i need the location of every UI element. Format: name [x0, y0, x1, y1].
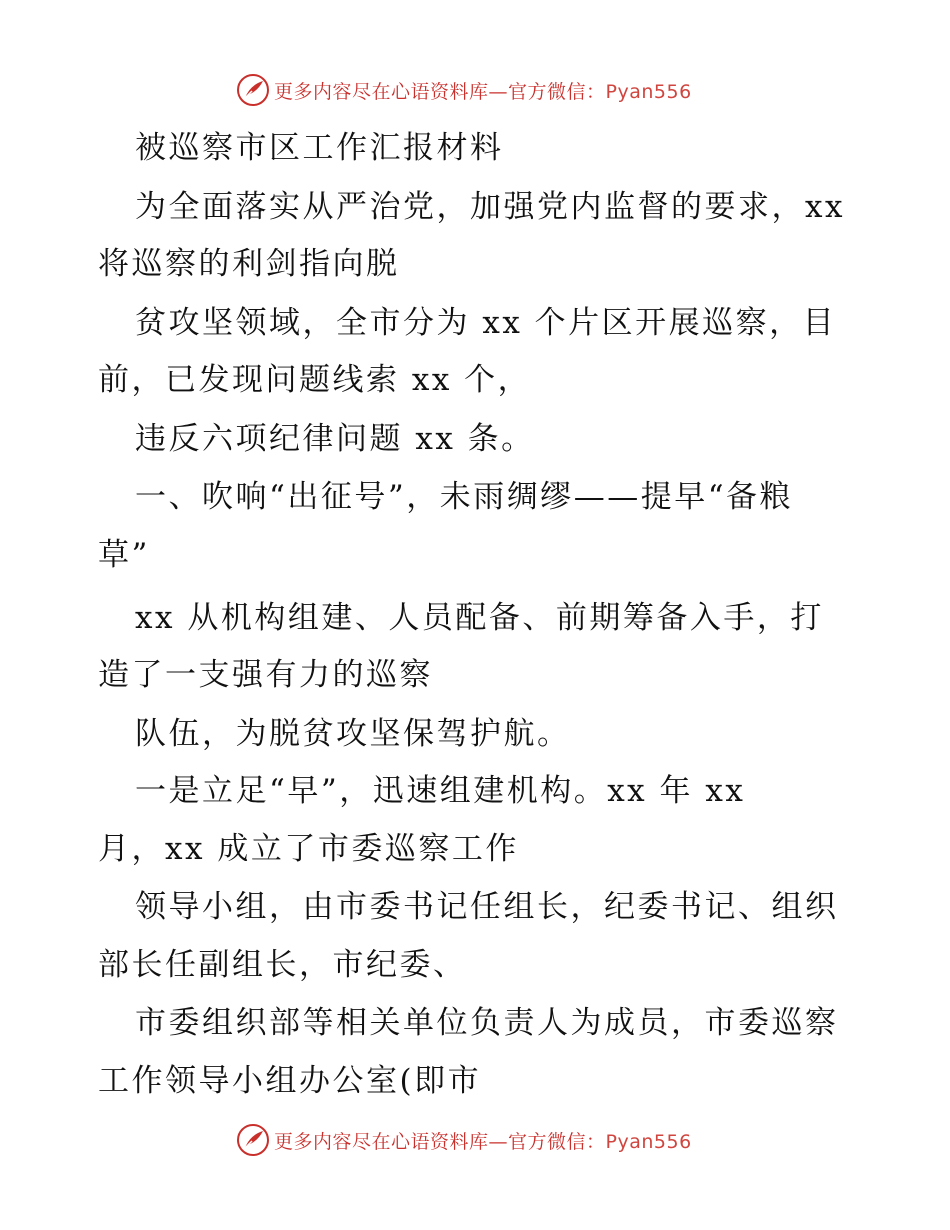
- section-heading: 一、吹响“出征号”，未雨绸缪——提早“备粮: [135, 479, 794, 515]
- paragraph-line: 工作领导小组办公室(即市: [98, 1063, 482, 1099]
- paragraph-line: 前，已发现问题线索 xx 个，: [98, 362, 532, 398]
- paragraph-line: 月，xx 成立了市委巡察工作: [98, 831, 519, 867]
- paragraph-line: 将巡察的利剑指向脱: [98, 246, 400, 282]
- section-heading-cont: 草”: [98, 537, 150, 573]
- quill-logo-icon: [236, 73, 270, 107]
- watermark-text: [274, 1127, 692, 1154]
- paragraph-line: 造了一支强有力的巡察: [98, 657, 433, 693]
- watermark-footer: [236, 1122, 692, 1158]
- paragraph-line: 为全面落实从严治党，加强党内监督的要求，xx: [135, 189, 845, 225]
- paragraph-line: 市委组织部等相关单位负责人为成员，市委巡察: [135, 1005, 839, 1041]
- watermark-label: 更多内容尽在心语资料库—官方微信：: [274, 80, 606, 103]
- paragraph-line: 队伍，为脱贫攻坚保驾护航。: [135, 716, 571, 752]
- watermark-wechat-id: Pyan556: [605, 80, 692, 103]
- watermark-text: [274, 77, 692, 104]
- document-title: 被巡察市区工作汇报材料: [135, 130, 504, 166]
- paragraph-line: xx 从机构组建、人员配备、前期筹备入手，打: [135, 600, 824, 636]
- watermark-label: 更多内容尽在心语资料库—官方微信：: [274, 1130, 606, 1153]
- paragraph-line: 领导小组，由市委书记任组长，纪委书记、组织: [135, 889, 839, 925]
- paragraph-line: 一是立足“早”，迅速组建机构。xx 年 xx: [135, 773, 746, 809]
- quill-logo-icon: [236, 1123, 270, 1157]
- watermark-header: [236, 72, 692, 108]
- watermark-wechat-id: Pyan556: [605, 1130, 692, 1153]
- paragraph-line: 贫攻坚领域，全市分为 xx 个片区开展巡察，目: [135, 305, 837, 341]
- paragraph-line: 部长任副组长，市纪委、: [98, 947, 467, 983]
- paragraph-line: 违反六项纪律问题 xx 条。: [135, 421, 535, 457]
